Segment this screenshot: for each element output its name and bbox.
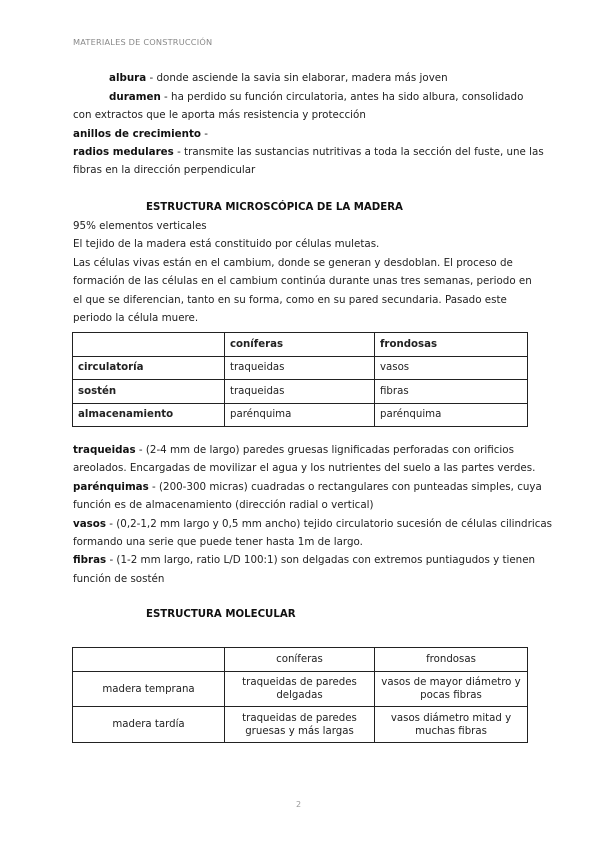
- traqueidas-definition: traqueidas - (2-4 mm de largo) paredes gruesas lignificadas perforadas con orificios: [73, 444, 514, 456]
- micro-paragraph-2: El tejido de la madera está constituido por células muletas.: [73, 238, 380, 250]
- table-header-cell: [73, 333, 225, 357]
- micro-paragraph-3-line-3: el que se diferencian, tanto en su forma, como en su pared secundaria. Pasado este: [73, 294, 507, 306]
- traqueidas-term: traqueidas: [73, 444, 136, 456]
- fibras-definition-cont: función de sostén: [73, 573, 165, 585]
- table-cell: vasos: [375, 356, 528, 380]
- table-cell: traqueidas: [225, 356, 375, 380]
- table-header-cell: coníferas: [225, 333, 375, 357]
- table-row: [73, 380, 528, 404]
- vasos-definition: vasos - (0,2-1,2 mm largo y 0,5 mm ancho) tejido circulatorio sucesión de células cilindricas: [73, 518, 553, 530]
- table-cell: fibras: [375, 380, 528, 404]
- microscopic-structure-title: ESTRUCTURA MICROSCÓPICA DE LA MADERA: [146, 202, 403, 213]
- table-header-cell: frondosas: [375, 333, 528, 357]
- table-cell: parénquima: [225, 403, 375, 427]
- anillos-term: anillos de crecimiento: [73, 128, 201, 140]
- anillos-definition: anillos de crecimiento -: [73, 128, 208, 140]
- duramen-definition: duramen - ha perdido su función circulatoria, antes ha sido albura, consolidado: [109, 91, 524, 103]
- table-cell: circulatoría: [73, 356, 225, 380]
- page-number: 2: [296, 800, 302, 809]
- albura-term: albura: [109, 72, 147, 84]
- table-cell: traqueidas de paredes gruesas y más largas: [225, 707, 375, 743]
- table-cell: traqueidas: [225, 380, 375, 404]
- table-header-row: [73, 648, 528, 672]
- vasos-term: vasos: [73, 518, 106, 530]
- cell-function-table: [72, 332, 528, 427]
- fibras-definition: fibras - (1-2 mm largo, ratio L/D 100:1) son delgadas con extremos puntiagudos y tienen: [73, 554, 536, 566]
- molecular-structure-title: ESTRUCTURA MOLECULAR: [146, 609, 296, 620]
- table-cell: parénquima: [375, 403, 528, 427]
- running-header: MATERIALES DE CONSTRUCCIÓN: [73, 37, 213, 47]
- vasos-definition-cont: formando una serie que puede tener hasta 1m de largo.: [73, 536, 363, 548]
- parenquimas-definition: parénquimas - (200-300 micras) cuadradas o rectangulares con punteadas simples, cuya: [73, 481, 542, 493]
- parenquimas-definition-cont: función es de almacenamiento (dirección radial o vertical): [73, 499, 374, 511]
- radios-definition-cont: fibras en la dirección perpendicular: [73, 164, 256, 176]
- table-header-cell: coníferas: [225, 648, 375, 672]
- micro-paragraph-1: 95% elementos verticales: [73, 220, 207, 232]
- table-cell: madera temprana: [73, 672, 225, 707]
- molecular-structure-table: [72, 647, 528, 743]
- table-cell: vasos diámetro mitad y muchas fibras: [375, 707, 528, 743]
- albura-definition: albura - donde asciende la savia sin elaborar, madera más joven: [109, 72, 448, 84]
- duramen-definition-cont: con extractos que le aporta más resistencia y protección: [73, 109, 366, 121]
- table-header-cell: frondosas: [375, 648, 528, 672]
- table-cell: traqueidas de paredes delgadas: [225, 672, 375, 707]
- micro-paragraph-3-line-2: formación de las células en el cambium continúa durante unas tres semanas, periodo en: [73, 275, 532, 287]
- duramen-term: duramen: [109, 91, 161, 103]
- table-row: [73, 672, 528, 707]
- table-cell: vasos de mayor diámetro y pocas fibras: [375, 672, 528, 707]
- fibras-term: fibras: [73, 554, 107, 566]
- table-header-cell: [73, 648, 225, 672]
- radios-definition: radios medulares - transmite las sustancias nutritivas a toda la sección del fuste, une las: [73, 146, 544, 158]
- table-cell: madera tardía: [73, 707, 225, 743]
- micro-paragraph-3-line-4: periodo la célula muere.: [73, 312, 199, 324]
- table-cell: almacenamiento: [73, 403, 225, 427]
- table-row: [73, 707, 528, 743]
- table-cell: sostén: [73, 380, 225, 404]
- radios-term: radios medulares: [73, 146, 174, 158]
- table-row: [73, 356, 528, 380]
- table-row: [73, 403, 528, 427]
- table-header-row: [73, 333, 528, 357]
- parenquimas-term: parénquimas: [73, 481, 149, 493]
- micro-paragraph-3-line-1: Las células vivas están en el cambium, donde se generan y desdoblan. El proceso de: [73, 257, 513, 269]
- traqueidas-definition-cont: areolados. Encargadas de movilizar el agua y los nutrientes del suelo a las partes verdes.: [73, 462, 536, 474]
